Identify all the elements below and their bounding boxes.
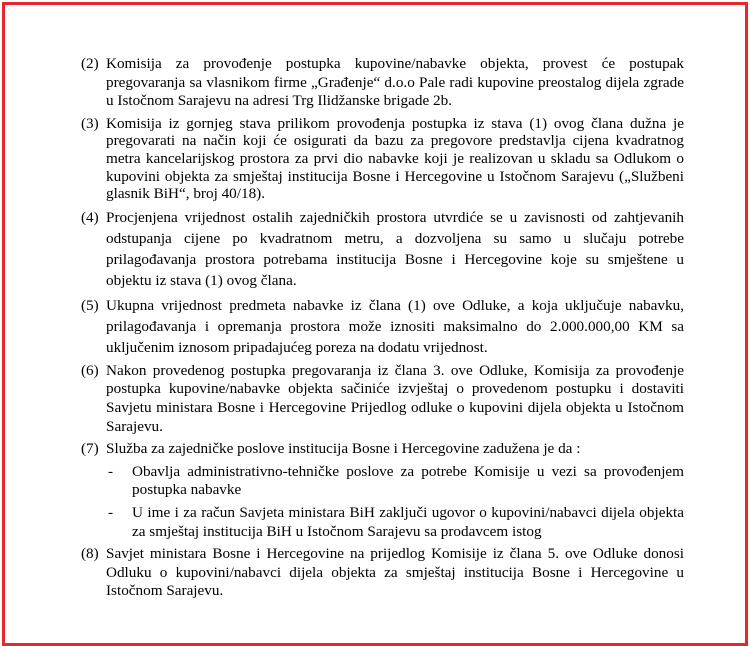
paragraph-text: Procjenjena vrijednost ostalih zajedničkih prostora utvrdiće se u zavisnosti od zahtjevanih odstupanja cijene po kvadratnom metru, a dozvoljena su samo u slučaju potrebe prilagođavanja prostora potrebama institucija Bosne i Hercegovine koje su smještene u objektu iz stava (1) ovog člana. [106, 208, 684, 289]
paragraph-number: (5) [81, 296, 99, 314]
bullet-dash: - [108, 503, 114, 521]
paragraph-text: Služba za zajedničke poslove institucija Bosne i Hercegovine zadužena je da : [106, 440, 581, 458]
paragraph-text: Komisija iz gornjeg stava prilikom provođenja postupka iz stava (1) ovog člana dužna je pregovarati na način koji će osigurati da bazu za pregovore predstavlja cijena kvadratnog metra kancelarijskog prostora za prvi dio nabavke koji je realizovan u skladu sa Odlukom o kupovini objekta za smještaj institucija Bosne i Hercegovine u Istočnom Sarajevu („Službeni glasnik BiH“, broj 40/18). [106, 114, 684, 203]
paragraph-4 [81, 207, 684, 291]
paragraph-number: (6) [81, 361, 99, 379]
bullet-text: U ime i za račun Savjeta ministara BiH zaključi ugovor o kupovini/nabavci dijela objekta za smještaj institucija BiH u Istočnom Sarajevu sa prodavcem istog [132, 503, 684, 540]
paragraph-text: Savjet ministara Bosne i Hercegovine na prijedlog Komisije iz člana 5. ove Odluke donosi Odluku o kupovini/nabavci dijela objekta za smještaj institucija Bosne i Hercegovine u Istočnom Sarajevu. [106, 545, 684, 600]
bullet-item [106, 504, 684, 541]
paragraph-number: (3) [81, 114, 99, 132]
paragraph-text: Ukupna vrijednost predmeta nabavke iz člana (1) ove Odluke, a koja uključuje nabavku, prilagođavanja i opremanja prostora može iznositi maksimalno do 2.000.000,00 KM sa uključenim iznosom pripadajućeg poreza na dodatu vrijednost. [106, 296, 684, 356]
paragraph-number: (4) [81, 208, 99, 226]
paragraph-3 [81, 115, 684, 203]
paragraph-8 [81, 545, 684, 601]
paragraph-5 [81, 295, 684, 358]
paragraph-number: (7) [81, 440, 99, 458]
bullet-dash: - [108, 462, 114, 480]
document-body [81, 55, 684, 605]
paragraph-number: (2) [81, 55, 99, 72]
paragraph-text: Komisija za provođenje postupka kupovine/nabavke objekta, provest će postupak pregovaranja sa vlasnikom firme „Građenje“ d.o.o Pale radi kupovine preostalog dijela zgrade u Istočnom Sarajevu na adresi Trg Ilidžanske brigade 2b. [106, 55, 684, 110]
paragraph-text: Nakon provedenog postupka pregovaranja iz člana 3. ove Odluke, Komisija za provođenje postupka kupovine/nabavke objekta sačiniće izvještaj o provedenom postupku i dostaviti Savjetu ministara Bosne i Hercegovine Prijedlog odluke o kupovini dijela objekta u Istočnom Sarajevu. [106, 361, 684, 435]
bullet-text: Obavlja administrativno-tehničke poslove za potrebe Komisije u vezi sa provođenjem postupka nabavke [132, 462, 684, 499]
paragraph-7 [81, 440, 684, 541]
paragraph-number: (8) [81, 545, 99, 563]
paragraph-2 [81, 55, 684, 111]
bullet-item [106, 463, 684, 500]
paragraph-6 [81, 362, 684, 436]
